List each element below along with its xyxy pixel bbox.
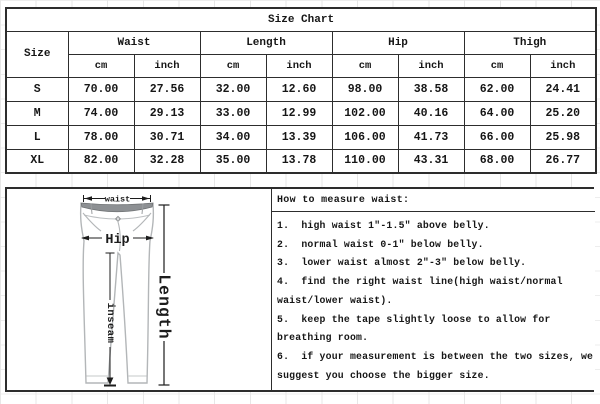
unit-header-inch: inch: [134, 54, 200, 77]
group-header-length: Length: [200, 31, 332, 54]
group-header-hip: Hip: [332, 31, 464, 54]
measurement-value: 78.00: [68, 125, 134, 149]
measurement-value: 98.00: [332, 77, 398, 101]
unit-header-inch: inch: [530, 54, 596, 77]
measurement-value: 27.56: [134, 77, 200, 101]
instruction-line: 6. if your measurement is between the two sizes, we: [277, 350, 594, 362]
measurement-value: 66.00: [464, 125, 530, 149]
unit-header-cm: cm: [464, 54, 530, 77]
measure-section: [5, 187, 594, 392]
measurement-value: 34.00: [200, 125, 266, 149]
instruction-line: 4. find the right waist line(high waist/normal: [277, 276, 563, 288]
instruction-line: waist/lower waist).: [277, 294, 393, 306]
instructions-body: [272, 212, 595, 385]
measurement-value: 41.73: [398, 125, 464, 149]
measurement-value: 25.20: [530, 101, 596, 125]
measurement-value: 43.31: [398, 149, 464, 173]
unit-header-cm: cm: [68, 54, 134, 77]
unit-header-inch: inch: [398, 54, 464, 77]
instruction-line: suggest you choose the bigger size.: [277, 369, 490, 381]
measurement-value: 102.00: [332, 101, 398, 125]
measurement-value: 32.00: [200, 77, 266, 101]
size-chart-table: [5, 7, 597, 174]
size-column-header: Size: [6, 31, 68, 77]
unit-header-cm: cm: [332, 54, 398, 77]
waist-label: waist: [104, 194, 131, 205]
instruction-line: 3. lower waist almost 2″-3″ below belly.: [277, 257, 527, 269]
measurement-value: 13.39: [266, 125, 332, 149]
unit-header-cm: cm: [200, 54, 266, 77]
measurement-value: 24.41: [530, 77, 596, 101]
measurement-value: 32.28: [134, 149, 200, 173]
measurement-value: 62.00: [464, 77, 530, 101]
size-chart-title: Size Chart: [6, 8, 596, 31]
measurement-value: 74.00: [68, 101, 134, 125]
instruction-line: 1. high waist 1″-1.5″ above belly.: [277, 220, 490, 231]
unit-header-inch: inch: [266, 54, 332, 77]
hip-label: Hip: [105, 232, 130, 248]
size-label: XL: [6, 149, 68, 173]
measure-instructions: [272, 189, 595, 390]
measurement-value: 12.99: [266, 101, 332, 125]
measurement-value: 35.00: [200, 149, 266, 173]
measurement-value: 40.16: [398, 101, 464, 125]
measurement-value: 26.77: [530, 149, 596, 173]
measurement-value: 29.13: [134, 101, 200, 125]
instruction-line: 2. normal waist 0-1″ below belly.: [277, 238, 484, 250]
measurement-value: 12.60: [266, 77, 332, 101]
inseam-label: inseam: [104, 302, 116, 344]
measurement-value: 68.00: [464, 149, 530, 173]
measurement-value: 13.78: [266, 149, 332, 173]
measurement-value: 25.98: [530, 125, 596, 149]
pants-diagram-pane: [7, 189, 272, 390]
table-row-m: [6, 101, 596, 125]
table-row-l: [6, 125, 596, 149]
table-row-xl: [6, 149, 596, 173]
instruction-line: breathing room.: [277, 332, 369, 344]
measurement-value: 30.71: [134, 125, 200, 149]
size-label: L: [6, 125, 68, 149]
measurement-value: 110.00: [332, 149, 398, 173]
measurement-value: 82.00: [68, 149, 134, 173]
measurement-value: 70.00: [68, 77, 134, 101]
group-header-waist: Waist: [68, 31, 200, 54]
measurement-value: 38.58: [398, 77, 464, 101]
table-row-s: [6, 77, 596, 101]
pants-diagram: [7, 189, 271, 390]
instructions-heading: How to measure waist:: [272, 189, 595, 212]
measurement-value: 64.00: [464, 101, 530, 125]
measurement-value: 33.00: [200, 101, 266, 125]
group-header-thigh: Thigh: [464, 31, 596, 54]
length-label: Length: [154, 274, 174, 340]
size-label: S: [6, 77, 68, 101]
pants-outline: [81, 204, 154, 383]
size-label: M: [6, 101, 68, 125]
instruction-line: 5. keep the tape slightly loose to allow for: [277, 313, 551, 325]
measurement-value: 106.00: [332, 125, 398, 149]
